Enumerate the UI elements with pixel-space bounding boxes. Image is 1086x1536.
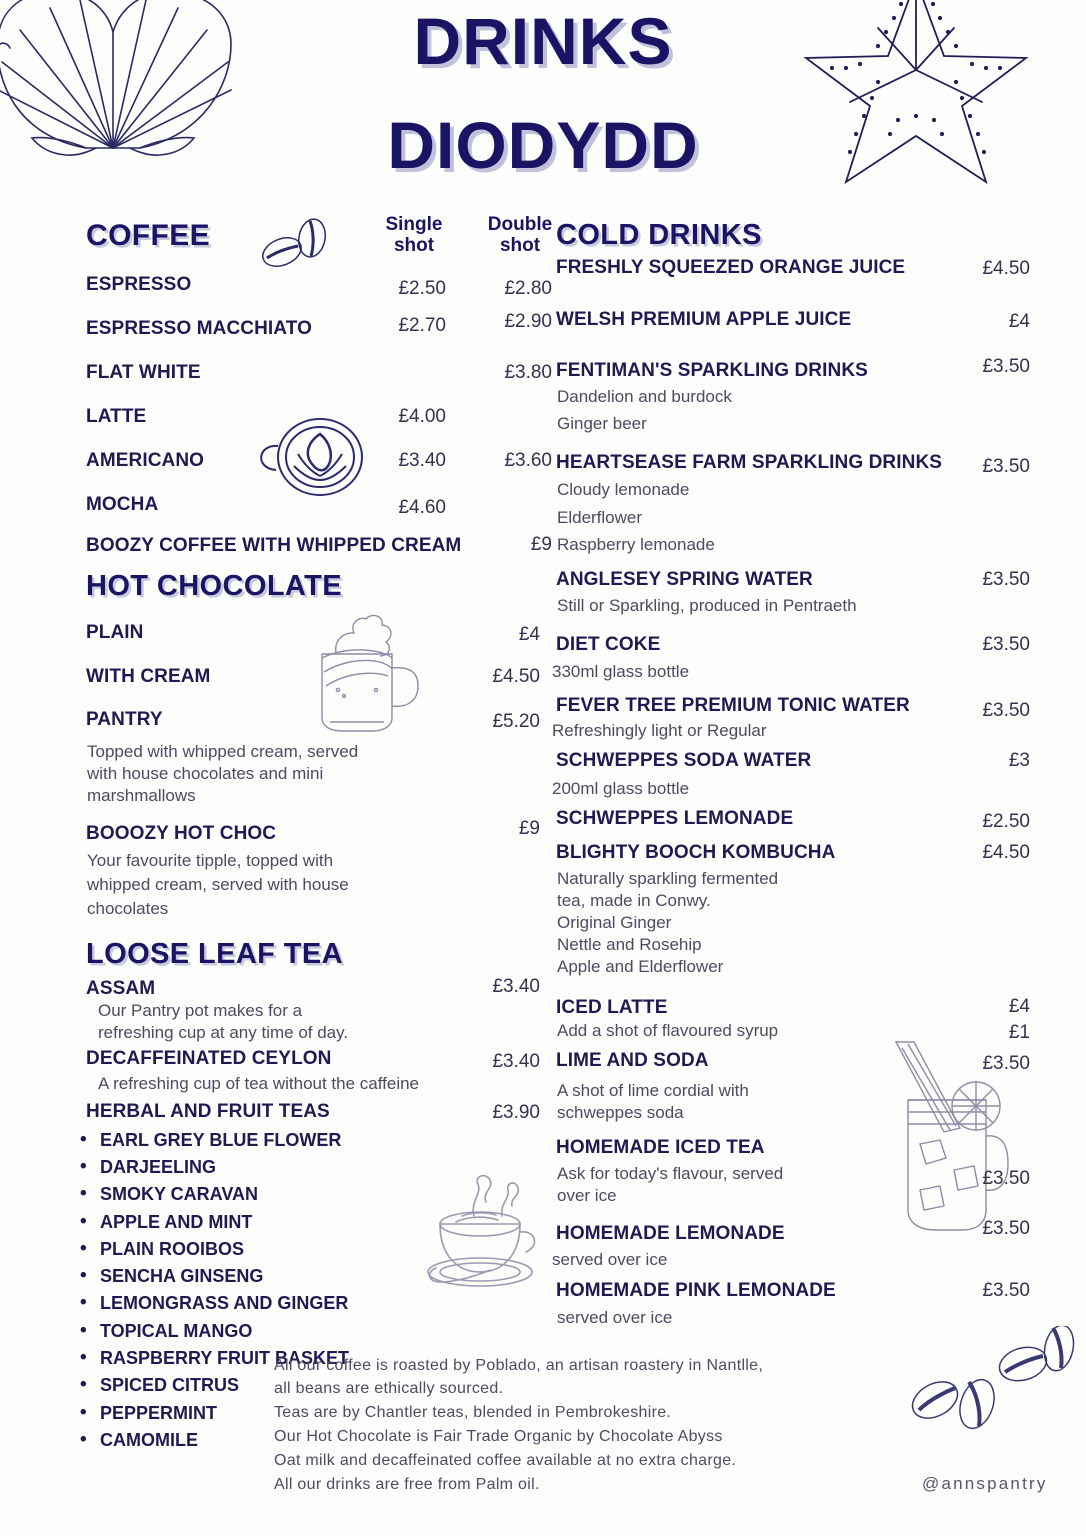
- desc-assam-line1: Our Pantry pot makes for a: [98, 1001, 303, 1020]
- price-blighty-booch-kombucha: £4.50: [982, 842, 1030, 863]
- tea-flavour-item: • PEPPERMINT: [100, 1403, 217, 1424]
- menu-item-hot-choc-with-cream: WITH CREAM: [86, 666, 211, 687]
- desc-decaffeinated-ceylon-line1: A refreshing cup of tea without the caffeine: [98, 1074, 420, 1093]
- price-hot-choc-with-cream: £4.50: [492, 666, 540, 687]
- desc-iced-latte-line1: Add a shot of flavoured syrup: [557, 1021, 779, 1040]
- price-homemade-iced-tea: £3.50: [982, 1168, 1030, 1189]
- price-schweppes-soda-water: £3: [1008, 750, 1030, 771]
- tea-flavour-item: • EARL GREY BLUE FLOWER: [100, 1130, 341, 1151]
- desc-hot-choc-pantry-line2: with house chocolates and mini: [87, 764, 324, 783]
- menu-item-flat-white: FLAT WHITE: [86, 362, 201, 383]
- price-fentimans: £3.50: [982, 356, 1030, 377]
- section-heading-hot-chocolate: HOT CHOCOLATE: [86, 570, 342, 602]
- menu-item-fever-tree-tonic: FEVER TREE PREMIUM TONIC WATER: [556, 695, 910, 716]
- price-schweppes-lemonade: £2.50: [982, 811, 1030, 832]
- price-flat-white-double: £3.80: [504, 362, 552, 383]
- price-boozy-coffee: £9: [530, 534, 552, 555]
- price-americano-single: £3.40: [398, 450, 446, 471]
- price-espresso-single: £2.50: [398, 278, 446, 299]
- desc-kombucha-line5: Apple and Elderflower: [557, 957, 724, 976]
- desc-anglesey-line1: Still or Sparkling, produced in Pentraeth: [557, 596, 857, 615]
- page-title-drinks: DRINKS: [413, 4, 673, 78]
- price-mocha-single: £4.60: [398, 497, 446, 518]
- coffee-beans-footer-icon: [905, 1326, 1075, 1438]
- tea-flavour-item: • SENCHA GINSENG: [100, 1266, 263, 1287]
- column-header-single-shot: [366, 214, 462, 257]
- price-iced-latte: £4: [1008, 996, 1030, 1017]
- price-hot-choc-pantry: £5.20: [492, 711, 540, 732]
- menu-item-boozy-coffee: BOOZY COFFEE WITH WHIPPED CREAM: [86, 535, 462, 556]
- menu-item-anglesey-spring-water: ANGLESEY SPRING WATER: [556, 569, 813, 590]
- price-orange-juice: £4.50: [982, 258, 1030, 279]
- desc-kombucha-line4: Nettle and Rosehip: [557, 935, 702, 954]
- footer-note-line: All our drinks are free from Palm oil.: [274, 1476, 540, 1493]
- section-heading-loose-leaf-tea: LOOSE LEAF TEA: [86, 938, 343, 970]
- price-herbal-and-fruit-teas: £3.90: [492, 1102, 540, 1123]
- menu-item-herbal-and-fruit-teas: HERBAL AND FRUIT TEAS: [86, 1101, 330, 1122]
- footer-note-line: Oat milk and decaffeinated coffee available at no extra charge.: [274, 1452, 737, 1469]
- menu-item-americano: AMERICANO: [86, 450, 205, 471]
- desc-homemade-iced-tea-line1: Ask for today's flavour, served: [557, 1164, 784, 1183]
- desc-heartsease-line2: Elderflower: [557, 508, 643, 527]
- column-header-single-line2: shot: [393, 235, 435, 257]
- price-booozy-hot-choc: £9: [518, 818, 540, 839]
- desc-schweppes-soda-line1: 200ml glass bottle: [552, 779, 690, 798]
- price-welsh-apple-juice: £4: [1008, 311, 1030, 332]
- menu-item-homemade-iced-tea: HOMEMADE ICED TEA: [556, 1137, 765, 1158]
- menu-item-lime-and-soda: LIME AND SODA: [556, 1050, 709, 1071]
- menu-item-hot-choc-plain: PLAIN: [86, 622, 144, 643]
- menu-item-latte: LATTE: [86, 406, 147, 427]
- menu-item-schweppes-lemonade: SCHWEPPES LEMONADE: [556, 808, 794, 829]
- desc-kombucha-line2: tea, made in Conwy.: [557, 891, 711, 910]
- menu-item-decaffeinated-ceylon: DECAFFEINATED CEYLON: [86, 1048, 332, 1069]
- desc-fentimans-line2: Ginger beer: [557, 414, 647, 433]
- tea-flavour-item: • SPICED CITRUS: [100, 1375, 239, 1396]
- menu-item-welsh-apple-juice: WELSH PREMIUM APPLE JUICE: [556, 309, 852, 330]
- desc-booozy-hot-choc-line1: Your favourite tipple, topped with: [87, 851, 334, 870]
- desc-homemade-pink-lemonade-line1: served over ice: [557, 1308, 673, 1327]
- desc-diet-coke-line1: 330ml glass bottle: [552, 662, 690, 681]
- desc-kombucha-line3: Original Ginger: [557, 913, 672, 932]
- tea-flavour-item: • LEMONGRASS AND GINGER: [100, 1293, 348, 1314]
- desc-homemade-iced-tea-line2: over ice: [557, 1186, 617, 1205]
- price-heartsease-farm: £3.50: [982, 456, 1030, 477]
- desc-booozy-hot-choc-line2: whipped cream, served with house: [87, 875, 349, 894]
- hot-chocolate-mug-icon: [300, 612, 430, 737]
- tea-flavour-item: • CAMOMILE: [100, 1430, 198, 1451]
- tea-flavour-item: • SMOKY CARAVAN: [100, 1184, 258, 1205]
- price-americano-double: £3.60: [504, 450, 552, 471]
- menu-item-heartsease-farm: HEARTSEASE FARM SPARKLING DRINKS: [556, 452, 943, 473]
- menu-item-fentimans: FENTIMAN'S SPARKLING DRINKS: [556, 360, 868, 381]
- tea-flavour-item: • DARJEELING: [100, 1157, 216, 1178]
- footer-note-line: All our coffee is roasted by Poblado, an artisan roastery in Nantlle,: [274, 1357, 764, 1374]
- social-handle: @annspantry: [922, 1474, 1048, 1493]
- menu-item-espresso-macchiato: ESPRESSO MACCHIATO: [86, 318, 312, 339]
- price-espresso-macchiato-single: £2.70: [398, 315, 446, 336]
- price-iced-latte-syrup: £1: [1008, 1022, 1030, 1043]
- coffee-beans-icon: [258, 218, 334, 272]
- page-title-diodydd: DIODYDD: [387, 108, 699, 182]
- desc-kombucha-line1: Naturally sparkling fermented: [557, 869, 779, 888]
- menu-item-iced-latte: ICED LATTE: [556, 997, 668, 1018]
- desc-lime-and-soda-line1: A shot of lime cordial with: [557, 1081, 749, 1100]
- desc-fentimans-line1: Dandelion and burdock: [557, 387, 732, 406]
- price-lime-and-soda: £3.50: [982, 1053, 1030, 1074]
- price-espresso-double: £2.80: [504, 278, 552, 299]
- price-latte-single: £4.00: [398, 406, 446, 427]
- column-header-double-shot: [472, 214, 568, 257]
- menu-item-mocha: MOCHA: [86, 494, 159, 515]
- desc-homemade-lemonade-line1: served over ice: [552, 1250, 668, 1269]
- menu-item-schweppes-soda-water: SCHWEPPES SODA WATER: [556, 750, 812, 771]
- section-heading-cold-drinks: COLD DRINKS: [556, 219, 762, 251]
- desc-hot-choc-pantry-line1: Topped with whipped cream, served: [87, 742, 359, 761]
- column-header-double-line1: Double: [487, 214, 553, 235]
- menu-item-homemade-lemonade: HOMEMADE LEMONADE: [556, 1223, 785, 1244]
- desc-heartsease-line3: Raspberry lemonade: [557, 535, 715, 554]
- footer-note-line: Our Hot Chocolate is Fair Trade Organic by Chocolate Abyss: [274, 1428, 723, 1445]
- price-assam: £3.40: [492, 976, 540, 997]
- price-fever-tree-tonic: £3.50: [982, 700, 1030, 721]
- menu-item-hot-choc-pantry: PANTRY: [86, 709, 163, 730]
- column-header-single-line1: Single: [385, 214, 443, 235]
- desc-hot-choc-pantry-line3: marshmallows: [87, 786, 196, 805]
- menu-item-blighty-booch-kombucha: BLIGHTY BOOCH KOMBUCHA: [556, 842, 836, 863]
- price-espresso-macchiato-double: £2.90: [504, 311, 552, 332]
- price-anglesey-spring-water: £3.50: [982, 569, 1030, 590]
- price-homemade-lemonade: £3.50: [982, 1218, 1030, 1239]
- section-heading-coffee: COFFEE: [86, 219, 211, 252]
- menu-item-espresso: ESPRESSO: [86, 274, 192, 295]
- desc-assam-line2: refreshing cup at any time of day.: [98, 1023, 349, 1042]
- tea-flavour-item: • APPLE AND MINT: [100, 1212, 252, 1233]
- teacup-icon: [416, 1172, 548, 1296]
- price-hot-choc-plain: £4: [518, 624, 540, 645]
- menu-item-booozy-hot-choc: BOOOZY HOT CHOC: [86, 823, 277, 844]
- tea-flavour-item: • TOPICAL MANGO: [100, 1321, 252, 1342]
- footer-note-line: all beans are ethically sourced.: [274, 1380, 504, 1397]
- tea-flavour-item: • PLAIN ROOIBOS: [100, 1239, 244, 1260]
- menu-item-assam: ASSAM: [86, 978, 156, 999]
- footer-note-line: Teas are by Chantler teas, blended in Pembrokeshire.: [274, 1404, 672, 1421]
- desc-fever-tree-line1: Refreshingly light or Regular: [552, 721, 767, 740]
- price-homemade-pink-lemonade: £3.50: [982, 1280, 1030, 1301]
- price-decaffeinated-ceylon: £3.40: [492, 1051, 540, 1072]
- menu-item-orange-juice: FRESHLY SQUEEZED ORANGE JUICE: [556, 257, 906, 278]
- menu-item-diet-coke: DIET COKE: [556, 634, 661, 655]
- column-header-double-line2: shot: [499, 235, 541, 257]
- desc-heartsease-line1: Cloudy lemonade: [557, 480, 690, 499]
- menu-item-homemade-pink-lemonade: HOMEMADE PINK LEMONADE: [556, 1280, 836, 1301]
- tea-flavour-item: • RASPBERRY FRUIT BASKET: [100, 1348, 349, 1369]
- desc-booozy-hot-choc-line3: chocolates: [87, 899, 169, 918]
- price-diet-coke: £3.50: [982, 634, 1030, 655]
- desc-lime-and-soda-line2: schweppes soda: [557, 1103, 684, 1122]
